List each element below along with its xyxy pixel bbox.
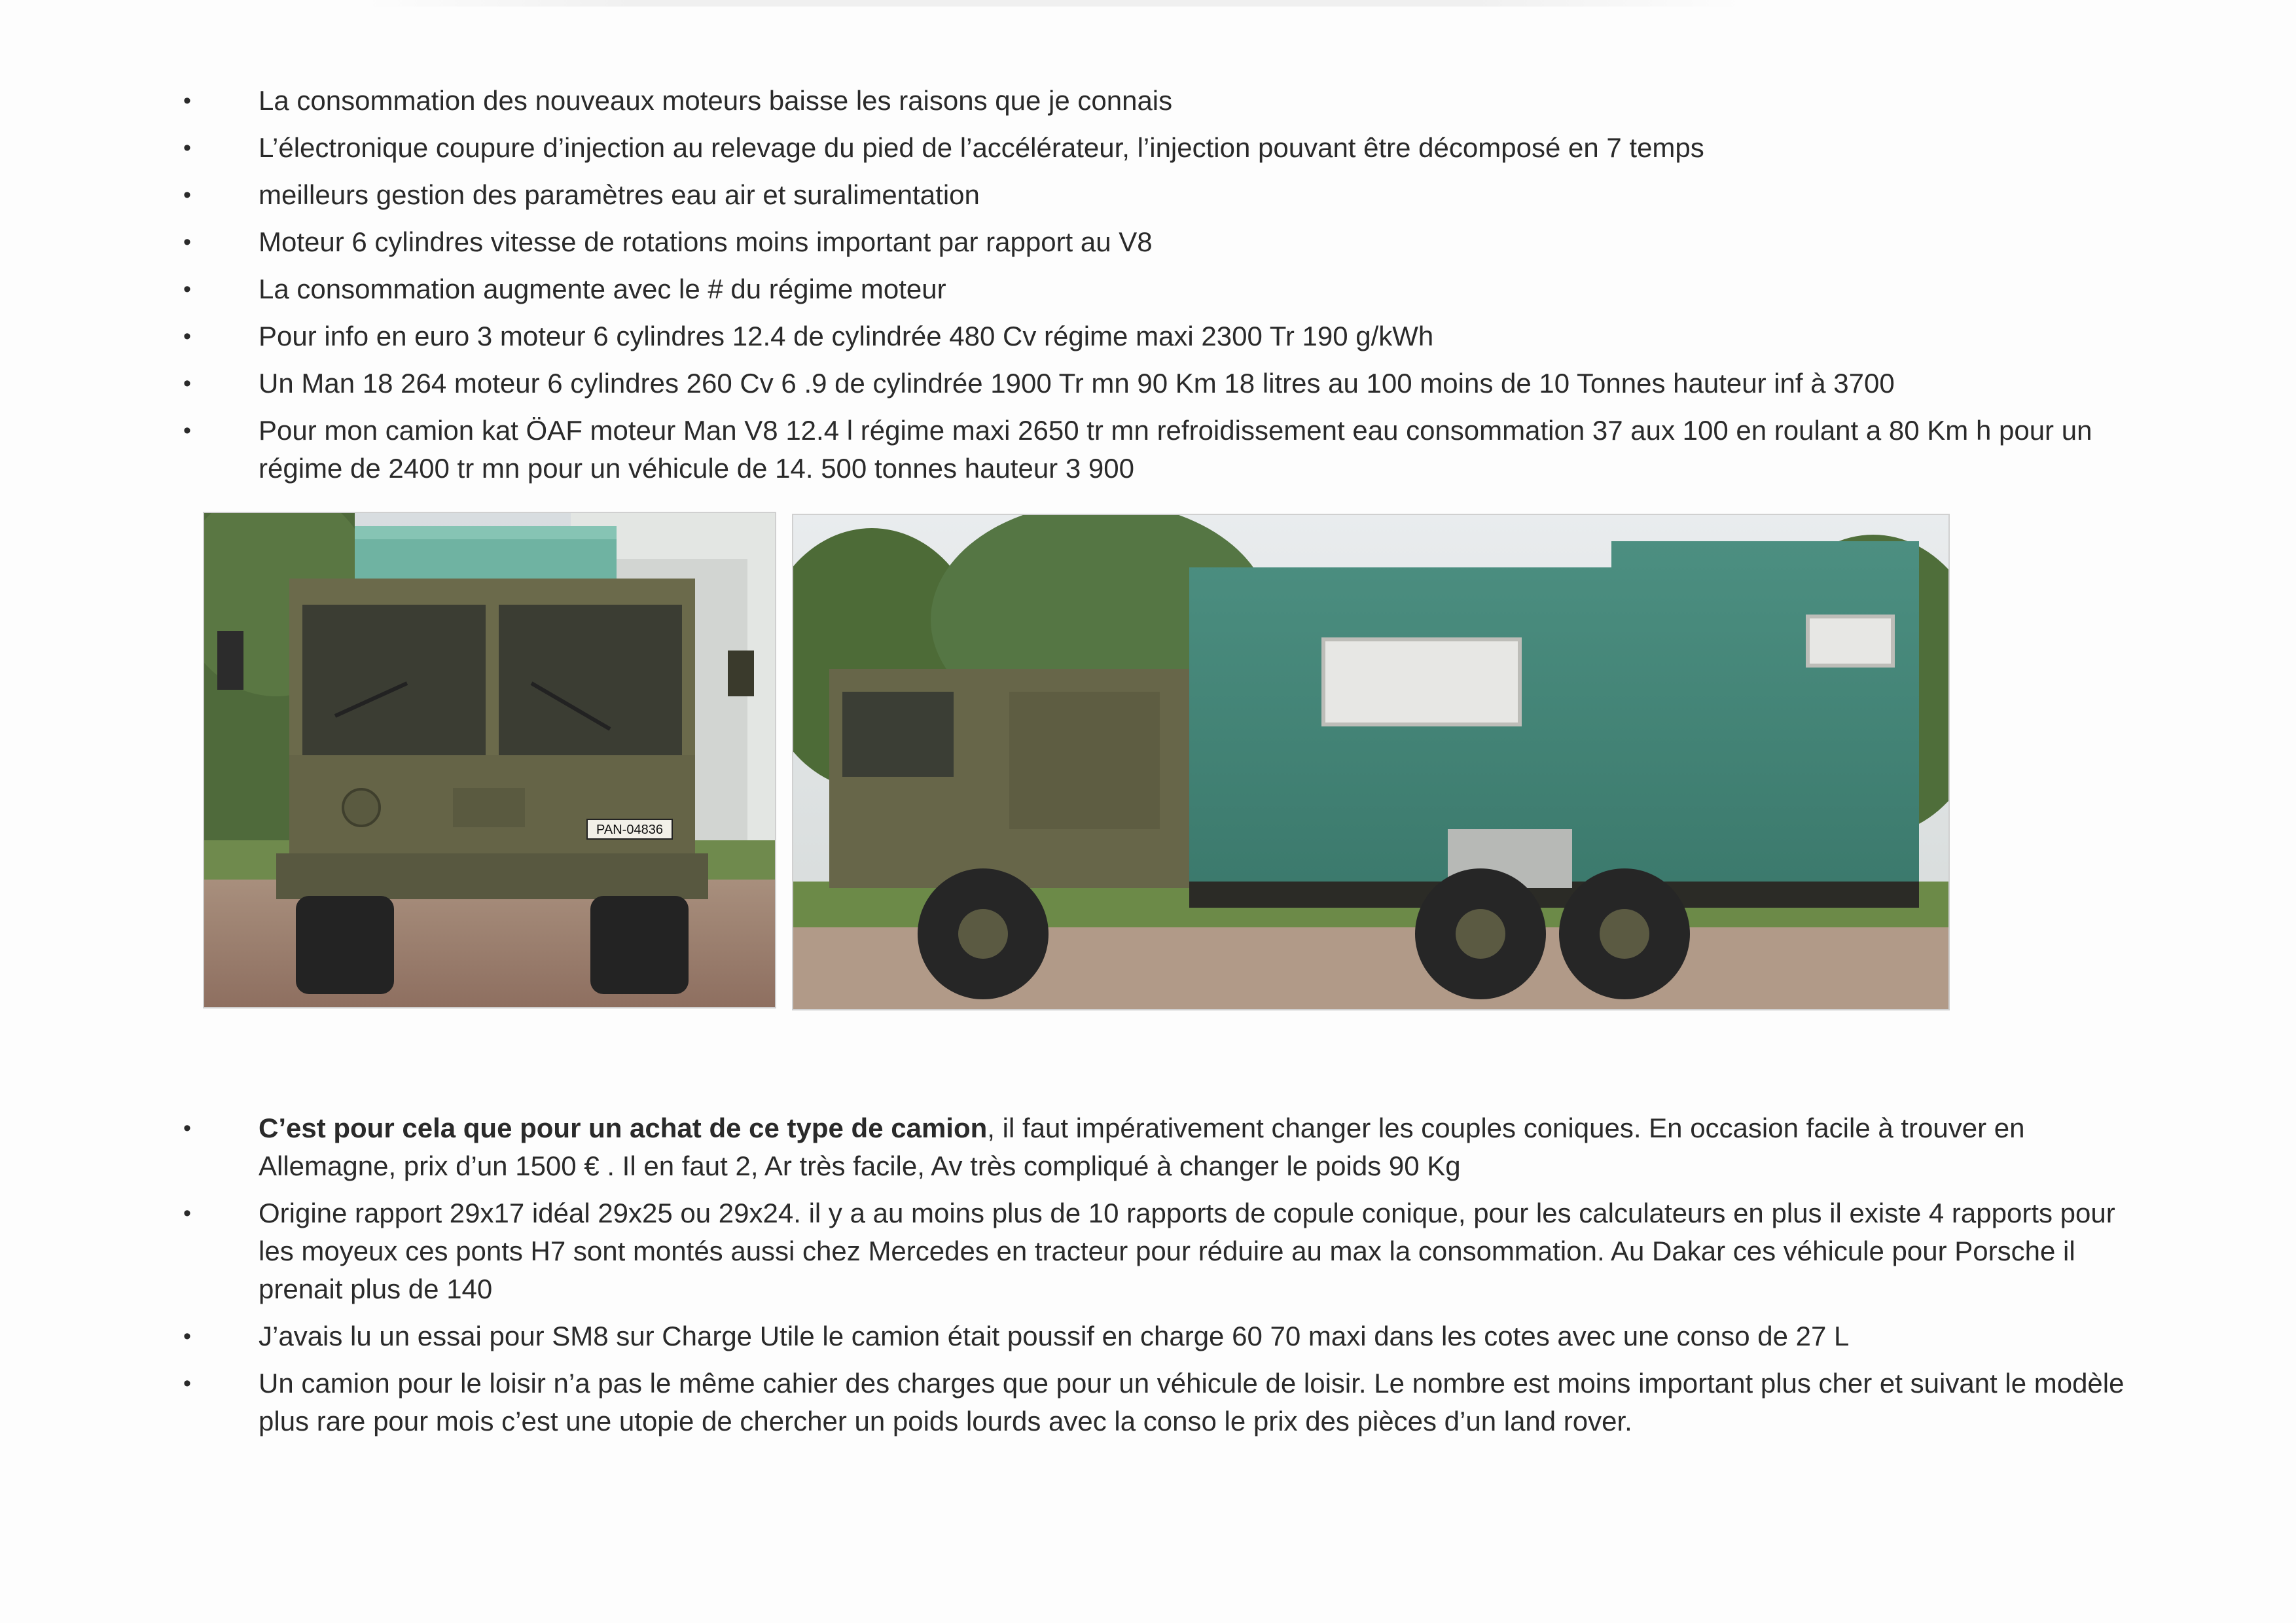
bullet-item xyxy=(183,1194,2147,1308)
bullet-text: J’avais lu un essai pour SM8 sur Charge Utile le camion était poussif en charge 60 70 maxi dans les cotes avec une conso de 27 L xyxy=(259,1321,1850,1351)
bullet-item xyxy=(183,270,2147,308)
bullet-text: , il faut impérativement changer les couples coniques. En occasion facile à trouver en Allemagne, prix d’un 1500 € . Il en faut 2, Ar très facile, Av très compliqué à changer le poids 90 Kg xyxy=(259,1113,2025,1181)
truck-front-photo xyxy=(203,512,776,1008)
truck-front-illustration xyxy=(204,513,775,1007)
bullet-dot: • xyxy=(183,1201,191,1226)
bullet-item xyxy=(183,223,2147,261)
bullet-bold-text: C’est pour cela que pour un achat de ce type de camion xyxy=(259,1113,988,1143)
bullet-text: La consommation des nouveaux moteurs baisse les raisons que je connais xyxy=(259,85,1173,116)
truck-side-photo xyxy=(792,514,1950,1010)
bullet-text: Un Man 18 264 moteur 6 cylindres 260 Cv 6 .9 de cylindrée 1900 Tr mn 90 Km 18 litres au 100 moins de 10 Tonnes hauteur inf à 3700 xyxy=(259,368,1895,399)
bullet-text: L’électronique coupure d’injection au relevage du pied de l’accélérateur, l’injection pouvant être décomposé en 7 temps xyxy=(259,132,1704,163)
bullet-dot: • xyxy=(183,135,191,160)
bullet-dot: • xyxy=(183,418,191,443)
bullet-text: La consommation augmente avec le # du régime moteur xyxy=(259,274,946,304)
scan-top-edge xyxy=(367,0,1741,7)
bullet-item xyxy=(183,1364,2147,1440)
bullet-dot: • xyxy=(183,324,191,349)
bullet-list-bottom xyxy=(183,1109,2147,1450)
bullet-dot: • xyxy=(183,88,191,113)
bullet-text: Un camion pour le loisir n’a pas le même cahier des charges que pour un véhicule de loisir. Le nombre est moins important plus cher et suivant le modèle plus rare pour mois c’est une utopie de chercher un poids lourds avec la conso le prix des pièces d’un land rover. xyxy=(259,1368,2125,1436)
bullet-dot: • xyxy=(183,371,191,396)
bullet-list-top xyxy=(183,82,2147,497)
bullet-item xyxy=(183,176,2147,214)
bullet-item xyxy=(183,1109,2147,1185)
bullet-item xyxy=(183,129,2147,167)
bullet-dot: • xyxy=(183,1371,191,1396)
bullet-text: Pour mon camion kat ÖAF moteur Man V8 12.4 l régime maxi 2650 tr mn refroidissement eau consommation 37 aux 100 en roulant a 80 Km h pour un régime de 2400 tr mn pour un véhicule de 14. 500 tonnes hauteur 3 900 xyxy=(259,415,2092,484)
bullet-item xyxy=(183,412,2147,488)
truck-side-illustration xyxy=(793,515,1948,1009)
bullet-item xyxy=(183,317,2147,355)
bullet-dot: • xyxy=(183,277,191,302)
bullet-item xyxy=(183,82,2147,120)
bullet-item xyxy=(183,1317,2147,1355)
bullet-dot: • xyxy=(183,183,191,207)
bullet-text: Moteur 6 cylindres vitesse de rotations moins important par rapport au V8 xyxy=(259,226,1153,257)
bullet-dot: • xyxy=(183,230,191,255)
bullet-text: Pour info en euro 3 moteur 6 cylindres 12.4 de cylindrée 480 Cv régime maxi 2300 Tr 190 g/kWh xyxy=(259,321,1434,351)
bullet-text: meilleurs gestion des paramètres eau air et suralimentation xyxy=(259,179,980,210)
bullet-dot: • xyxy=(183,1324,191,1349)
bullet-text: Origine rapport 29x17 idéal 29x25 ou 29x24. il y a au moins plus de 10 rapports de copule conique, pour les calculateurs en plus il existe 4 rapports pour les moyeux ces ponts H7 sont montés aussi chez Mercedes en tracteur pour réduire au max la consommation. Au Dakar ces véhicule pour Porsche il prenait plus de 140 xyxy=(259,1198,2115,1304)
bullet-item xyxy=(183,365,2147,402)
license-plate-text: PAN-04836 xyxy=(596,823,663,837)
bullet-dot: • xyxy=(183,1116,191,1141)
